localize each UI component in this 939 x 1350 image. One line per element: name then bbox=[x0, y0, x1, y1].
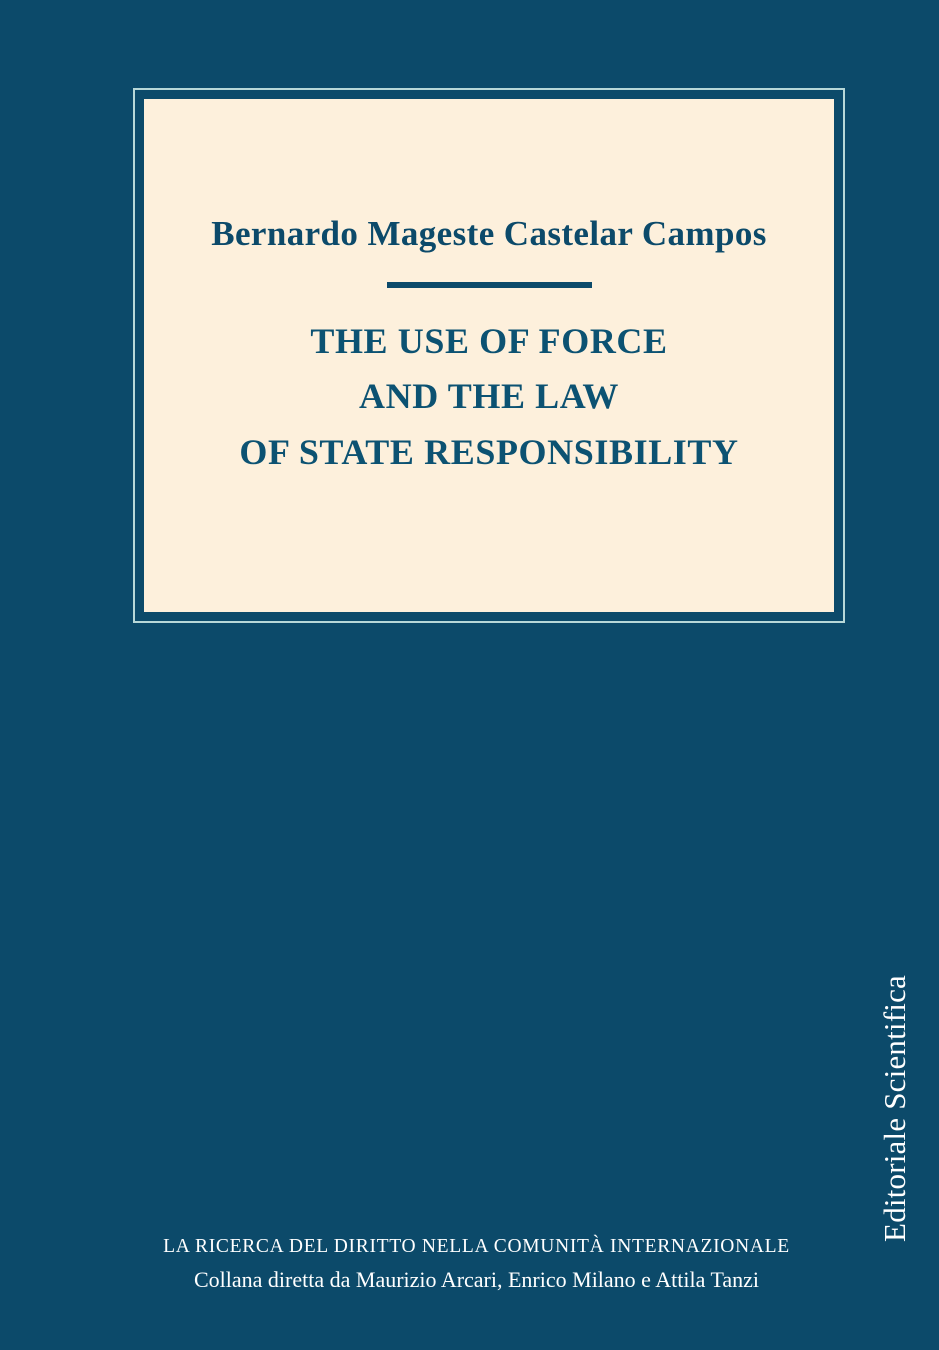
author-name: Bernardo Mageste Castelar Campos bbox=[211, 214, 767, 253]
series-name: LA RICERCA DEL DIRITTO NELLA COMUNITÀ INTERNAZIONALE bbox=[163, 1235, 790, 1257]
book-title bbox=[239, 314, 738, 481]
title-line-1: THE USE OF FORCE bbox=[310, 320, 668, 361]
title-line-2: AND THE LAW bbox=[359, 376, 619, 417]
title-panel-frame bbox=[133, 88, 845, 623]
title-panel bbox=[144, 99, 834, 612]
divider-rule bbox=[387, 282, 592, 288]
title-line-3: OF STATE RESPONSIBILITY bbox=[239, 432, 739, 473]
publisher-name: Editoriale Scientifica bbox=[877, 975, 912, 1242]
series-block bbox=[0, 1232, 939, 1296]
series-editors: Collana diretta da Maurizio Arcari, Enrico Milano e Attila Tanzi bbox=[194, 1267, 759, 1292]
